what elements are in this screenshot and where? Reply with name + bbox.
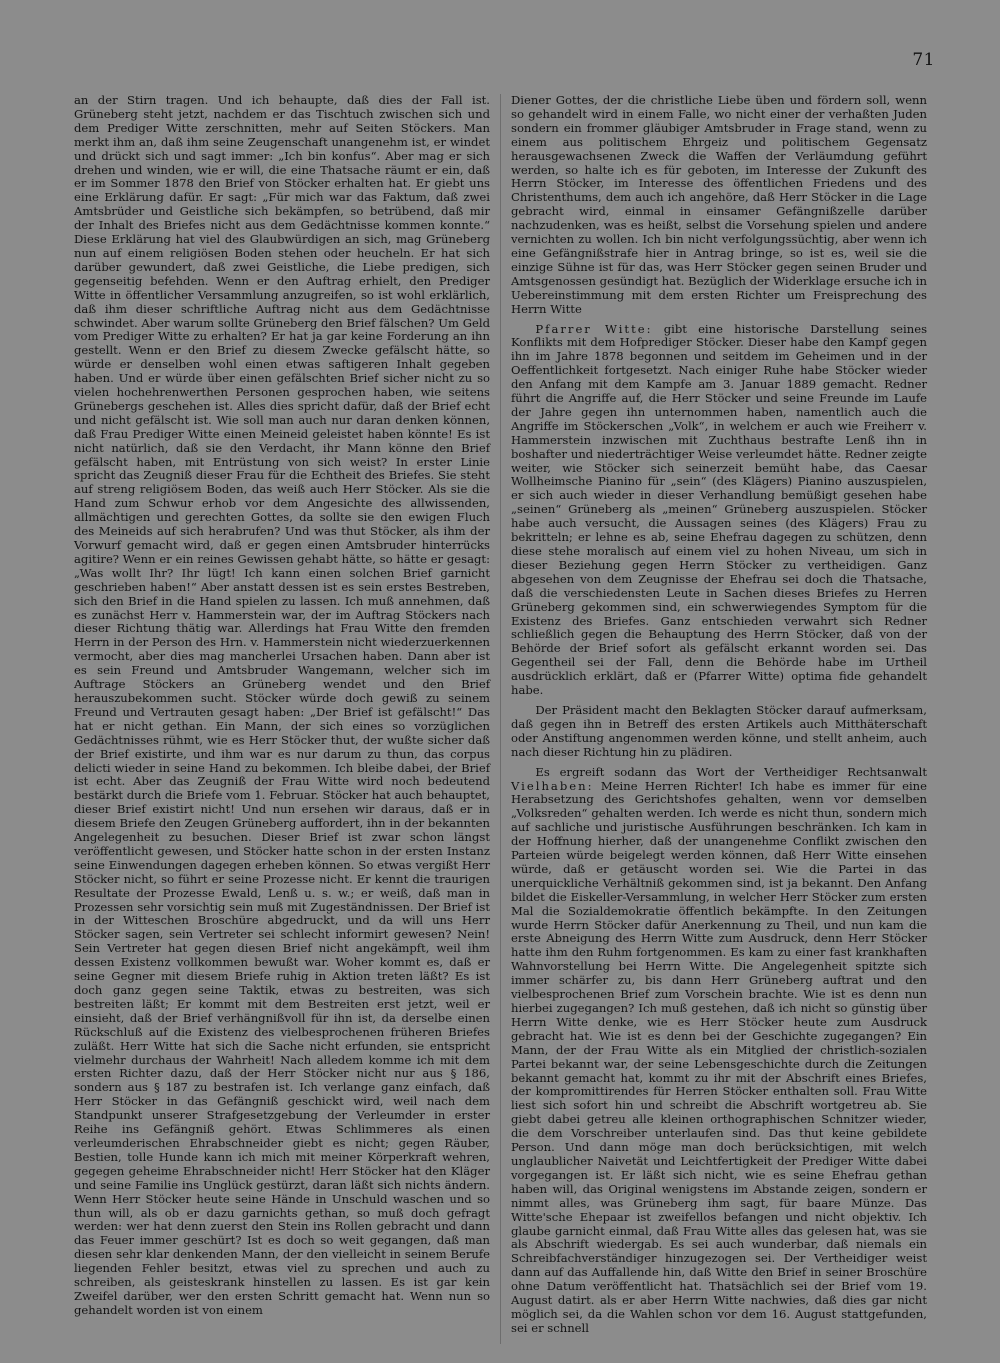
speaker-name: Vielhaben: — [511, 778, 594, 793]
paragraph-text: gibt eine historische Darstellung seines Konflikts mit dem Hofprediger Stöcker. Dieser habe den Kampf gegen ihn im Jahre 1878 begonnen und seitdem im Geheimen und in der Oeffentlichkeit fortgesetzt. Nach einiger Ruhe habe Stöcker wieder den Anfang mit dem Kampfe am 3. Januar 1889 gemacht. Redner führt die Angriffe auf, die Herr Stöcker und seine Freunde im Laufe der Jahre gegen ihn unternommen haben, namentlich auch die Angriffe im Stöckerschen „Volk“, in welchem er auch wie Freiherr v. Hammerstein inzwischen mit Zuchthaus bestrafte Lenß ihn in boshafter und niederträchtiger Weise verleumdet hätte. Redner zeigte weiter, wie Stöcker sich seinerzeit bemüht habe, das Caesar Wollheimsche Pianino für „sein“ (des Klägers) Pianino auszuspielen, er sich auch wieder in dieser Verhandlung bemüßigt gesehen habe „seinen“ Grüneberg als „meinen“ Grüneberg auszuspielen. Stöcker habe auch versucht, die Aussagen seines (des Klägers) Frau zu bekritteln; er lehne es ab, seine Ehefrau dagegen zu schützen, denn diese stehe moralisch auf einem viel zu hohen Niveau, um sich in dieser Beziehung gegen Herrn Stöcker zu vertheidigen. Ganz abgesehen von dem Zeugnisse der Ehefrau sei doch die Thatsache, daß die verschiedensten Leute in Sachen dieses Briefes zu Herren Grüneberg gekommen sind, ein schwerwiegendes Symptom für die Existenz des Briefes. Ganz entschieden verwahrt sich Redner schließlich gegen die Behauptung des Herrn Stöcker, daß von der Behörde der Brief sofort als gefälscht erkannt worden sei. Das Gegentheil sei der Fall, denn die Behörde habe im Urtheil ausdrücklich erklärt, daß er (Pfarrer Witte) optima fide gehandelt habe. — [511, 321, 928, 698]
left-column — [74, 94, 490, 1318]
paragraph: an der Stirn tragen. Und ich behaupte, daß dies der Fall ist. Grüneberg steht jetzt, nachdem er das Tischtuch zwischen sich und dem Prediger Witte zerschnitten, mehr auf Seiten Stöckers. Man merkt ihm an, daß ihm seine Zeugenschaft unangenehm ist, er windet und drückt sich und sagt immer: „Ich bin konfus“. Aber mag er sich drehen und winden, wie er will, die eine Thatsache räumt er ein, daß er im Sommer 1878 den Brief von Stöcker erhalten hat. Er giebt uns eine Erklärung dafür. Er sagt: „Für mich war das Faktum, daß zwei Amtsbrüder und Geistliche sich bekämpfen, so betrübend, daß mir der Inhalt des Briefes nicht aus dem Gedächtnisse kommen konnte.“ Diese Erklärung hat viel des Glaubwürdigen an sich, mag Grüneberg nun auf einem religiösen Boden stehen oder heucheln. Er hat sich darüber gewundert, daß zwei Geistliche, die Liebe predigen, sich gegenseitig befehden. Wenn er den Auftrag erhielt, den Prediger Witte in öffentlicher Versammlung anzugreifen, so ist wohl erklärlich, daß ihm dieser schriftliche Auftrag nicht aus dem Gedächtnisse schwindet. Aber warum sollte Grüneberg den Brief fälschen? Um Geld vom Prediger Witte zu erhalten? Er hat ja gar keine Forderung an ihn gestellt. Wenn er den Brief zu diesem Zwecke gefälscht hätte, so würde er denselben wohl einen etwas saftigeren Inhalt gegeben haben. Und er würde über einen gefälschten Brief sicher nicht zu so vielen hochehrenwerthen Personen gesprochen haben, wie seitens Grünebergs geschehen ist. Alles dies spricht dafür, daß der Brief echt und nicht gefälscht ist. Wie soll man auch nur daran denken können, daß Frau Prediger Witte einen Meineid geleistet haben könnte! Es ist nicht natürlich, daß sie den Verdacht, ihr Mann könne den Brief gefälscht haben, mit Entrüstung von sich weist? In erster Linie spricht das Zeugniß dieser Frau für die Echtheit des Briefes. Sie steht auf streng religiösem Boden, das weiß auch Herr Stöcker. Als sie die Hand zum Schwur erhob vor dem Angesichte des allwissenden, allmächtigen und gerechten Gottes, da sollte sie den ewigen Fluch des Meineids auf sich herabrufen? Und was thut Stöcker, als ihm der Vorwurf gemacht wird, daß er gegen einen Amtsbruder hinterrücks agitire? Wenn er ein reines Gewissen gehabt hätte, so hätte er gesagt: „Was wollt Ihr? Ihr lügt! Ich kann einen solchen Brief garnicht geschrieben haben!“ Aber anstatt dessen ist es sein erstes Bestreben, sich den Brief in die Hand spielen zu lassen. Ich muß annehmen, daß es zunächst Herr v. Hammerstein war, der im Auftrag Stöckers nach dieser Richtung thätig war. Allerdings hat Frau Witte den fremden Herrn in der Person des Hrn. v. Hammerstein nicht wiederzuerkennen vermocht, aber dies mag mancherlei Ursachen haben. Dann aber ist es sein Freund und Amtsbruder Wangemann, welcher sich im Auftrage Stöckers an Grüneberg wendet und den Brief herauszubekommen sucht. Stöcker würde doch gewiß zu seinem Freund und Vertrauten gesagt haben: „Der Brief ist gefälscht!“ Das hat er nicht gethan. Ein Mann, der sich eines so vorzüglichen Gedächtnisses rühmt, wie es Herr Stöcker thut, der wußte sicher daß der Brief existirte, und ihm war es nur darum zu thun, das corpus delicti wieder in seine Hand zu bekommen. Ich bleibe dabei, der Brief ist echt. Aber das Zeugniß der Frau Witte wird noch bedeutend bestärkt durch die Briefe vom 1. Februar. Stöcker hat auch behauptet, dieser Brief existirt nicht! Und nun ersehen wir daraus, daß er in diesem Briefe den Zeugen Grüneberg auffordert, ihn in der bekannten Angelegenheit zu besuchen. Dieser Brief ist zwar schon längst veröffentlicht gewesen, und Stöcker hatte schon in der ersten Instanz seine Einwendungen dagegen erheben können. So etwas vergißt Herr Stöcker nicht, so führt er seine Prozesse nicht. Er kennt die traurigen Resultate der Prozesse Ewald, Lenß u. s. w.; er weiß, daß man in Prozessen sehr vorsichtig sein muß mit Zugeständnissen. Der Brief ist in der Witteschen Broschüre abgedruckt, und da will uns Herr Stöcker sagen, sein Vertreter sei schlecht informirt gewesen? Nein! Sein Vertreter hat gegen diesen Brief nicht angekämpft, weil ihm dessen Existenz vollkommen bewußt war. Woher kommt es, daß er seine Gegner mit diesem Briefe ruhig in Aktion treten läßt? Es ist doch ganz gegen seine Taktik, etwas zu bestreiten, was sich bestreiten läßt; Er kommt mit dem Bestreiten erst jetzt, weil er einsieht, daß der Brief verhängnißvoll für ihn ist, da derselbe einen Rückschluß auf die Existenz des vielbesprochenen früheren Briefes zuläßt. Herr Witte hat sich die Sache nicht erfunden, sie entspricht vielmehr durchaus der Wahrheit! Nach alledem komme ich mit dem ersten Richter dazu, daß der Herr Stöcker nicht nur aus § 186, sondern aus § 187 zu bestrafen ist. Ich verlange ganz einfach, daß Herr Stöcker in das Gefängniß geschickt wird, weil nach dem Standpunkt unserer Strafgesetzgebung der Verleumder in erster Reihe ins Gefängniß gehört. Etwas Schlimmeres als einen verleumderischen Ehrabschneider giebt es nicht; gegen Räuber, Bestien, tolle Hunde kann ich mich mit meiner Körperkraft wehren, gegegen geheime Ehrabschneider nicht! Herr Stöcker hat den Kläger und seine Familie ins Unglück gestürzt, daran läßt sich nichts ändern. Wenn Herr Stöcker heute seine Hände in Unschuld waschen und so thun will, als ob er dazu garnichts gethan, so muß doch gefragt werden: wer hat denn zuerst den Stein ins Rollen gebracht und dann das Feuer immer geschürt? Ist es doch so weit gegangen, daß man diesen sehr klar denkenden Mann, der den vielleicht in seinem Berufe liegenden Fehler besitzt, etwas viel zu sprechen und auch zu schreiben, als geisteskrank hinstellen zu lassen. Es ist gar kein Zweifel darüber, wer den ersten Schritt gemacht hat. Wenn nun so gehandelt worden ist von einem — [74, 93, 490, 1317]
paragraph: Diener Gottes, der die christliche Liebe üben und fördern soll, wenn so gehandelt wird in einem Falle, wo nicht einer der verhaßten Juden sondern ein frommer gläubiger Amtsbruder in Frage stand, wenn zu einem aus politischem Ehrgeiz und politischem Gegensatz herausgewachsenen Zweck die Waffen der Verläumdung geführt werden, so halte ich es für geboten, im Interesse der Zukunft des Herrn Stöcker, im Interesse des öffentlichen Friedens und des Christenthums, dem auch ich angehöre, daß Herr Stöcker in die Lage gebracht wird, einmal in einsamer Gefängnißzelle darüber nachzudenken, was es heißt, selbst die Vorsehung spielen und andere vernichten zu wollen. Ich bin nicht verfolgungssüchtig, aber wenn ich eine Gefängnißstrafe hier in Antrag bringe, so ist es, weil sie die einzige Sühne ist für das, was Herr Stöcker gegen seinen Bruder und Amtsgenossen gesündigt hat. Bezüglich der Widerklage ersuche ich in Uebereinstimmung mit dem ersten Richter um Freisprechung des Herrn Witte — [511, 93, 927, 316]
column-divider — [500, 94, 501, 1344]
paragraph-text: Meine Herren Richter! Ich habe es immer für eine Herabsetzung des Gerichtshofes gehalten, wenn vor demselben „Volksreden“ gehalten werden. Ich werde es nicht thun, sondern mich auf sachliche und juristische Ausführungen beschränken. Ich kam in der Hoffnung hierher, daß der unangenehme Conflikt zwischen den Parteien würde beigelegt werden können, daß Herr Witte einsehen würde, daß er getäuscht worden sei. Wie die Partei in das unerquickliche Verhältniß gekommen sind, ist ja bekannt. Den Anfang bildet die Eiskeller-Versammlung, in welcher Herr Stöcker zum ersten Mal die Sozialdemokratie öffentlich bekämpfte. In den Zeitungen wurde Herrn Stöcker dafür Anerkennung zu Theil, und nun kam die erste Abneigung des Herrn Witte zum Ausdruck, denn Herr Stöcker hatte ihm den Ruhm fortgenommen. Es kam zu einer fast krankhaften Wahnvorstellung bei Herrn Witte. Die Angelegenheit spitzte sich immer schärfer zu, bis dann Herr Grüneberg auftrat und den vielbesprochenen Brief zum Vorschein brachte. Wie ist es denn nun hierbei zugegangen? Ich muß gestehen, daß ich nicht so günstig über Herrn Witte denke, wie es Herr Stöcker heute zum Ausdruck gebracht hat. Wie ist es denn bei der Geschichte zugegangen? Ein Mann, der der Frau Witte als ein Mitglied der christlich-sozialen Partei bekannt war, der seine Lebensgeschichte durch die Zeitungen bekannt gemacht hat, kommt zu ihr mit der Abschrift eines Briefes, der kompromittirendes für Herren Stöcker enthalten soll. Frau Witte liest sich sofort hin und schreibt die Abschrift wortgetreu ab. Sie giebt dabei getreu alle kleinen orthographischen Schnitzer wieder, die dem Vorschreiber unterlaufen sind. Das thut keine gebildete Person. Und dann möge man doch berücksichtigen, mit welch unglaublicher Naivetät und Leichtfertigkeit der Prediger Witte dabei vorgegangen ist. Er läßt sich nicht, wie es seine Ehefrau gethan haben will, das Original wenigstens im Abstande zeigen, sondern er nimmt alles, was Grüneberg ihm sagt, für baare Münze. Das Witte'sche Ehepaar ist zweifellos befangen und nicht objektiv. Ich glaube garnicht einmal, daß Frau Witte alles das gelesen hat, was sie als Abschrift wiedergab. Es sei auch wunderbar, daß niemals ein Schreibfachverständiger hinzugezogen sei. Der Vertheidiger weist dann auf das Auffallende hin, daß Witte den Brief in seiner Broschüre ohne Datum veröffentlicht hat. Thatsächlich sei der Brief vom 19. August datirt. als er aber Herrn Witte nachwies, daß dies gar nicht möglich sei, da die Wahlen schon vor dem 16. August stattgefunden, sei er schnell — [511, 778, 927, 1335]
paragraph: Der Präsident macht den Beklagten Stöcker darauf aufmerksam, daß gegen ihn in Betreff des ersten Artikels auch Mitthäterschaft oder Anstiftung angenommen werden könne, und stellt anheim, auch nach dieser Richtung hin zu plädiren. — [511, 702, 927, 759]
paragraph — [511, 766, 927, 1336]
speaker-name: Pfarrer Witte: — [535, 321, 653, 336]
paragraph-intro: Es ergreift sodann das Wort der Vertheidiger Rechtsanwalt — [535, 764, 927, 779]
page-number: 71 — [912, 50, 935, 70]
right-column — [511, 94, 927, 1336]
paragraph — [511, 323, 927, 698]
